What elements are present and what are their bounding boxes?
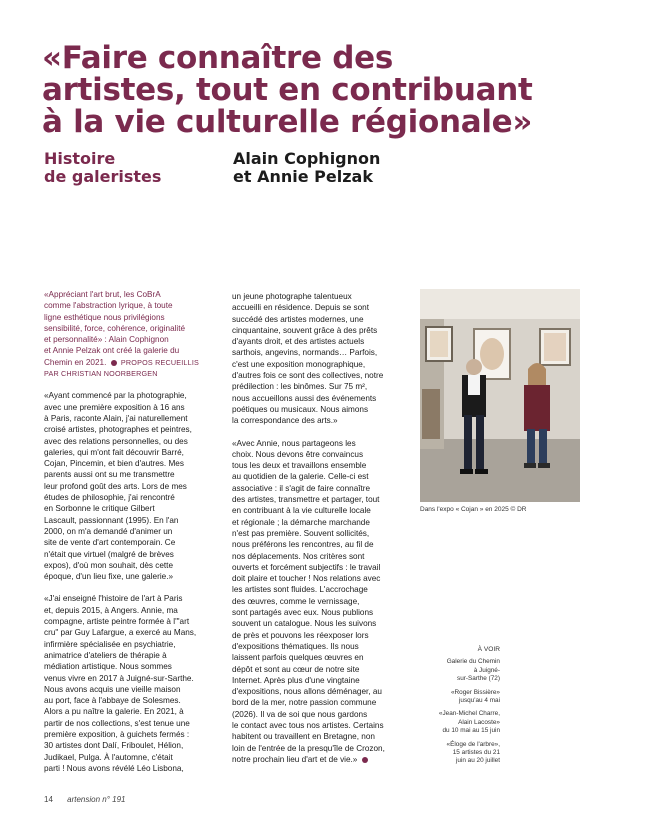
text-line: 15 artistes du 21 [452, 749, 500, 757]
text-line: choix. Nous devons être convaincus [232, 449, 364, 459]
text-line: animatrice d'ateliers de thérapie à [44, 650, 167, 660]
text-line: nous préférons les rencontres, au fil de [232, 540, 374, 550]
text-line: venus vivre en 2017 à Juigné-sur-Sarthe. [44, 673, 194, 683]
rubric-line: de galeristes [44, 167, 162, 186]
text-line: «Jean-Michel Charre, [438, 710, 500, 718]
headline [42, 42, 622, 138]
text-line: infirmière spécialisée en psychiatrie, [44, 639, 176, 649]
text-line: Lascault, passionnant (1995). En l'an [44, 515, 179, 525]
text-line: en contribuant à la vie culturelle locale [232, 506, 371, 516]
byline: PROPOS RECUEILLIS [120, 357, 200, 367]
text-line: d'expositions, nous allons déménager, au [232, 687, 382, 697]
text-line: première exposition, à guichets fermés : [44, 729, 190, 739]
body-paragraph [44, 390, 214, 582]
text-line: Internet. Après plus d'une vingtaine [232, 675, 360, 685]
text-line: du 10 mai au 15 juin [442, 727, 500, 735]
text-line: des œuvres, comme le vernissage, [232, 596, 360, 606]
text-line: la correspondance des arts.» [232, 416, 338, 426]
text-line: avec une première exposition à 16 ans [44, 402, 185, 412]
text-line: cinquantaine, souvent grâce à des prêts [232, 325, 378, 335]
text-line: associative : il s'agit de faire connaître [232, 483, 371, 493]
text-line: 2000, on m'a demandé d'animer un [44, 526, 173, 536]
text-line: «Ayant commencé par la photographie, [44, 391, 187, 401]
intro-paragraph [44, 289, 214, 379]
rubric-line: Histoire [44, 149, 116, 168]
text-line: tous les deux et travaillons ensemble [232, 461, 367, 471]
a-voir-heading: À VOIR [477, 646, 500, 653]
text-line: ligne esthétique nous privilégions [44, 312, 165, 322]
text-line: à Juigné- [473, 666, 500, 674]
text-line: (2026). Il va de soi que nous gardons [232, 709, 368, 719]
text-line: Alain Lacoste» [458, 718, 500, 726]
text-line: «Éloge de l'arbre», [446, 740, 500, 748]
names-line: et Annie Pelzak [233, 167, 373, 186]
text-line: laissent parfois quelques œuvres en [232, 653, 364, 663]
text-line: parti ! Nous avons révélé Léo Lisbona, [44, 763, 184, 773]
body-paragraph [44, 593, 214, 774]
body-paragraph [232, 438, 414, 766]
text-line: et Annie Pelzak ont créé la galerie du [44, 346, 180, 356]
text-line: c'est une exposition monographique, [232, 359, 366, 369]
text-line: le contact avec tous nos artistes. Certains [232, 720, 384, 730]
interviewee-names [233, 150, 380, 186]
text-line: n'est pas première. Souvent sollicités, [232, 528, 370, 538]
a-voir-item [422, 689, 500, 706]
names-line: Alain Cophignon [233, 149, 381, 168]
text-line: sarthois, angevins, normands… Parfois, [232, 348, 378, 358]
a-voir-box [422, 646, 500, 771]
gallery-photo-illustration [420, 289, 580, 502]
text-line: expos), d'où mon souhait, dès cette [44, 560, 174, 570]
text-fragment: Chemin en 2021. [44, 357, 107, 367]
text-line: «Appréciant l'art brut, les CoBrA [44, 290, 161, 299]
text-line: sont partagés avec eux. Nous publions [232, 608, 374, 618]
photo-caption: Dans l'expo « Cojan » en 2025 © DR [420, 506, 527, 513]
text-line: et régionale ; la démarche marchande [232, 517, 370, 527]
a-voir-item [422, 741, 500, 766]
text-line: parents aussi ont su me transmettre [44, 470, 175, 480]
text-line: époque, d'un lieu fixe, une galerie.» [44, 572, 174, 582]
text-line: nos déplacements. Nos critères sont [232, 551, 365, 561]
text-line: des artistes, transmettre et partager, tout [232, 495, 380, 505]
text-line: «Roger Bissière» [450, 688, 500, 696]
text-line: loin de l'entrée de la presqu'île de Crozon, [232, 743, 385, 753]
text-line: galeries, qui m'ont fait découvrir Barré, [44, 447, 184, 457]
text-line: prédilection : les binômes. Sur 75 m², [232, 382, 368, 392]
column-2 [232, 291, 414, 776]
page-footer [44, 795, 126, 804]
text-line: comme l'abstraction lyrique, à toute [44, 301, 173, 311]
text-fragment: notre prochain lieu d'art et de vie.» [232, 754, 358, 764]
text-line: site de vente d'art contemporain. Ce [44, 538, 176, 548]
headline-line: à la vie culturelle régionale» [42, 104, 533, 140]
a-voir-item [422, 658, 500, 683]
text-line: d'autres fois ce sont des collectives, notre [232, 371, 384, 381]
text-line: jusqu'au 4 mai [458, 697, 500, 705]
text-line: accueilli en résidence. Depuis se sont [232, 303, 369, 313]
text-line [232, 754, 414, 765]
text-line: compagne, artiste peintre formée à l'"art [44, 617, 190, 627]
text-line: à Paris, raconte Alain, j'ai naturellement [44, 413, 188, 423]
text-line: sensibilité, force, cohérence, originalité [44, 323, 186, 333]
text-line [44, 357, 214, 368]
text-line: au port, face à l'abbaye de Solesmes. [44, 696, 181, 706]
text-line: études de philosophie, j'ai rencontré [44, 493, 175, 503]
page-number: 14 [44, 795, 53, 804]
text-line: et personnalité» : Alain Cophignon [44, 335, 169, 345]
text-line: 30 artistes dont Dalí, Friboulet, Hélion, [44, 741, 184, 751]
text-line: d'ayants droit, et des artistes actuels [232, 337, 365, 347]
text-line: les artistes sont fluides. L'accrochage [232, 585, 368, 595]
text-line: Alors a pu naître la galerie. En 2021, à [44, 707, 184, 717]
text-line: n'était que virtuel (malgré de brèves [44, 549, 174, 559]
text-line: habitent ou travaillent en Bretagne, non [232, 732, 375, 742]
text-line: poétiques ou musicaux. Nous aimons [232, 404, 369, 414]
text-line: juin au 20 juillet [455, 757, 500, 765]
text-line: en Sorbonne le critique Gilbert [44, 504, 155, 514]
headline-line: artistes, tout en contribuant [42, 72, 533, 108]
gallery-photo [420, 289, 580, 502]
bullet-dot-icon [111, 360, 117, 366]
text-line: croisé artistes, photographes et peintres, [44, 425, 192, 435]
rubric [44, 150, 161, 186]
text-line: Nous avons acquis une vieille maison [44, 684, 181, 694]
text-line: souvent un catalogue. Nous les suivons [232, 619, 377, 629]
text-line: médiation artistique. Nous sommes [44, 662, 172, 672]
text-line: «Avec Annie, nous partageons les [232, 438, 356, 448]
text-line: Galerie du Chemin [446, 658, 500, 666]
text-line: ouverts et forcément subjectifs : le travail [232, 562, 381, 572]
headline-line: «Faire connaître des [42, 40, 393, 76]
text-line: nous accueillons aussi des événements [232, 393, 377, 403]
magazine-issue: artension n° 191 [67, 795, 126, 804]
text-line: Cojan, Pincemin, et bien d'autres. Mes [44, 459, 184, 469]
column-1 [44, 289, 214, 785]
text-line: et, depuis 2015, à Angers. Annie, ma [44, 605, 178, 615]
text-line: partir de nos collections, s'est tenue une [44, 718, 190, 728]
text-line: bord de la mer, notre passion commune [232, 698, 377, 708]
end-dot-icon [362, 757, 368, 763]
a-voir-item [422, 710, 500, 735]
text-line: avec des relations personnelles, ou des [44, 436, 188, 446]
text-line: un jeune photographe talentueux [232, 292, 352, 301]
text-line: leur profond goût des arts. Lors de mes [44, 481, 187, 491]
text-line: doit plaire et toucher ! Nos relations avec [232, 574, 381, 584]
text-line: sur-Sarthe (72) [457, 675, 500, 683]
byline: PAR CHRISTIAN NOORBERGEN [44, 369, 158, 379]
text-line: de près et pouvons les réexposer lors [232, 630, 369, 640]
text-line: au quotidien de la galerie. Celle-ci est [232, 472, 369, 482]
text-line: dépôt et sont au cœur de notre site [232, 664, 360, 674]
body-paragraph [232, 291, 414, 427]
text-line: succédé des artistes modernes, une [232, 314, 364, 324]
text-line: d'expositions thématiques. Ils nous [232, 641, 359, 651]
text-line: cru" par Guy Lafargue, a exercé au Mans, [44, 628, 197, 638]
text-line: «J'ai enseigné l'histoire de l'art à Paris [44, 594, 183, 604]
text-line: Judikael, Pulga. À l'automne, c'était [44, 752, 173, 762]
